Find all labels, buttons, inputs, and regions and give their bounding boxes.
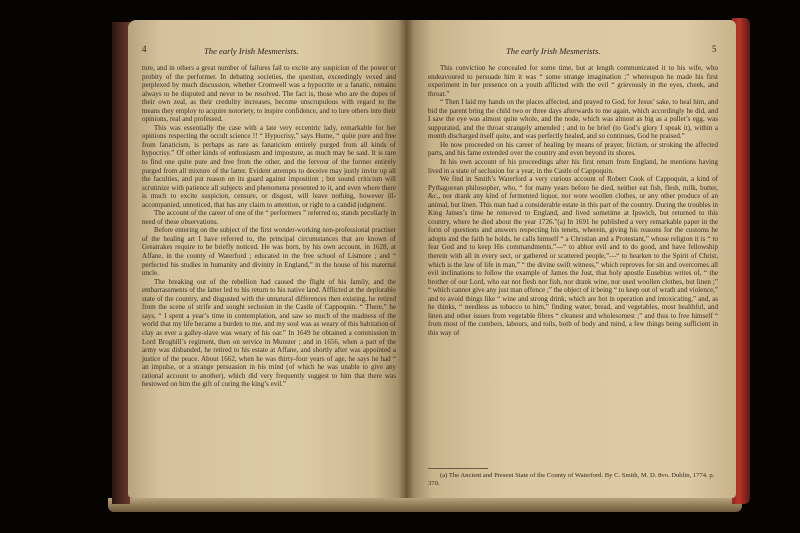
footnote: (a) The Ancient and Present State of the County of Waterford. By C. Smith, M. D. 8vo. Dublin, 1774. p. 370. — [428, 472, 715, 488]
paragraph: In his own account of his proceedings after his first return from England, he mentions having lived in a state of seclusion for a year, in the Castle of Cappoquin. — [428, 158, 718, 175]
book-gutter — [398, 20, 414, 498]
page-number: 5 — [712, 44, 717, 54]
running-head: The early Irish Mesmerists. — [204, 46, 299, 56]
page-edges — [108, 498, 742, 512]
paragraph: This was essentially the case with a late very eccentric lady, remarkable for her opinions respecting the occult science !! “ Hypocrisy,” says Hume, “ quite pure and free from fanaticism, is perhaps as rare as fanaticism entirely purged from all kinds of hypocrisy.” Of other kinds of enthusiasm and imposture, as much may be said. It is rare to find one quite pure and free from the other, and the fervour of the former entirely purged from all mixture of the latter. Evident attempts to deceive may justly invite up all the faculties, and put reason on its guard against imposition ; but sound criticism will scrutinize with patience all subjects and phenomena presented to it, and even where there is much to excite suspicion, censure, or disgust, will leave nothing, however ill-accompanied, unnoticed, that has any claim to attention, or right to a candid judgment. — [142, 123, 396, 209]
page-number: 4 — [142, 44, 147, 54]
footnote-rule — [428, 468, 488, 469]
left-text-column — [142, 64, 396, 389]
right-text-column — [428, 64, 718, 338]
paragraph: Before entering on the subject of the first wonder-working non-professional practiser of the healing art I have referred to, the principal circumstances that are known of Greatrakes require to be briefly noticed. He was born, by his own account, in 1628, at Affane, in the county of Waterford ; educated in the free school of Lismore ; and “ perfected his studies in humanity and divinity in England,” in the house of his maternal uncle. — [142, 226, 396, 278]
left-page — [128, 20, 406, 498]
paragraph: “ Then I laid my hands on the places affected, and prayed to God, for Jesus’ sake, to heal him, and bid the parent bring the child two or three days afterwards to me again, which accordingly he did, and I saw the eye was almost quite whole, and the node, which was almost as big as a pullet’s egg, was suppurated, and the throat strangely amended ; and to be brief (to God’s glory I speak it), within a month discharged itself quite, and was perfectly healed, and so continues, God be praised.” — [428, 98, 718, 141]
paragraph: He now proceeded on his career of healing by means of prayer, friction, or stroking the affected parts, and his fame extended over the country and even beyond its shores. — [428, 140, 718, 158]
running-head: The early Irish Mesmerists. — [506, 46, 601, 56]
paragraph: This conviction he concealed for some time, but at length communicated it to his wife, who endeavoured to persuade him it was “ some strange imagination ;” whereupon he made his first experiment in her presence on a youth afflicted with the evil “ grievously in the eyes, cheek, and throat.” — [428, 64, 718, 98]
paragraph: ture, and in others a great number of failures fail to excite any suspicion of the power or probity of the performer. In debating societies, the question, exceedingly vexed and perplexed by much discussion, whether Cromwell was a hypocrite or a fanatic, remains always to be disputed and never to be resolved. The fact is, those who are the dupes of their own zeal, as their credulity increases, become unscrupulous with regard to the means they employ to acquire notoriety, to inspire confidence, and to lure others into their opinions, real and professed. — [142, 64, 396, 124]
paragraph: We find in Smith’s Waterford a very curious account of Robert Cook of Cappoquin, a kind of Pythagorean philosopher, who, “ for many years before he died, neither eat fish, flesh, milk, butter, &c., nor drank any kind of fermented liquor, nor wore woollen clothes, or any other produce of an animal, but linen. This man had a considerable estate in this part of the country. During the troubles in King James’s time he removed to England, and lived sometime at Ipswich, but returned to this country, where he died about the year 1726.”(a) In 1691 he published a very remarkable paper in the form of questions and answers respecting his tenets, wherein, giving his reasons for the customs he adopts and the faith he holds, he calls himself “ a Christian and a Protestant,” whose religion it is “ to fear God and to keep His commandments,”—“ to abhor evil and to do good, and have fellowship therein with all in every sect, or gathered or scattered people,”—“ to hearken to the Spirit of Christ, which is the law of life in man,” “ the divine swift witness,” which reproves for sin and overcomes all evil inclinations to follow the example of James the Just, that holy apostle Eusebius writes of, “ the brother of our Lord, who eat not flesh nor fish, nor drank wine, nor used woollen clothes, but linen ;” “ which cannot give any just man offence ;” the object of it being “ to keep out of wrath and violence,” and to avoid things like “ wine and strong drink, which are hot in operation and intoxicating,” and, as he thinks, “ needless as tobacco to him,” finding water, bread, and vegetables, most healthful, and linen and other issues from vegetable fibres “ cleanest and wholesomest ;” and thus to free himself “ from most of the cumbers, labours, and toils, both of body and mind, a few things being sufficient in this way of — [428, 175, 718, 337]
paragraph: The account of the career of one of the “ performers ” referred to, stands peculiarly in need of these observations. — [142, 209, 396, 226]
right-page — [406, 20, 736, 498]
paragraph: The breaking out of the rebellion had caused the flight of his family, and the embarrassments of the latter led to his return to his native land. Afflicted at the deplorable state of the country, and disgusted with the unnatural differences then existing, he retired from the scene of strife and sought seclusion in the Castle of Cappoquin. “ There,” he says, “ I spent a year’s time in contemplation, and saw so much of the madness of the world that my life became a burden to me, and my soul was as weary of this habitation of clay as ever a galley-slave was weary of his oar.” In 1649 he obtained a commission in Lord Broghill’s regiment, then on service in Munster ; and in 1656, when a part of the army was disbanded, he retired to his estate at Affane, and shortly after was appointed a justice of the peace. About 1662, when he was thirty-four years of age, he says he had “ an impulse, or a strange persuasion in his mind (of which he was unable to give any rational account to another), which did very frequently suggest to him that there was bestowed on him the gift of curing the king’s evil.” — [142, 277, 396, 389]
